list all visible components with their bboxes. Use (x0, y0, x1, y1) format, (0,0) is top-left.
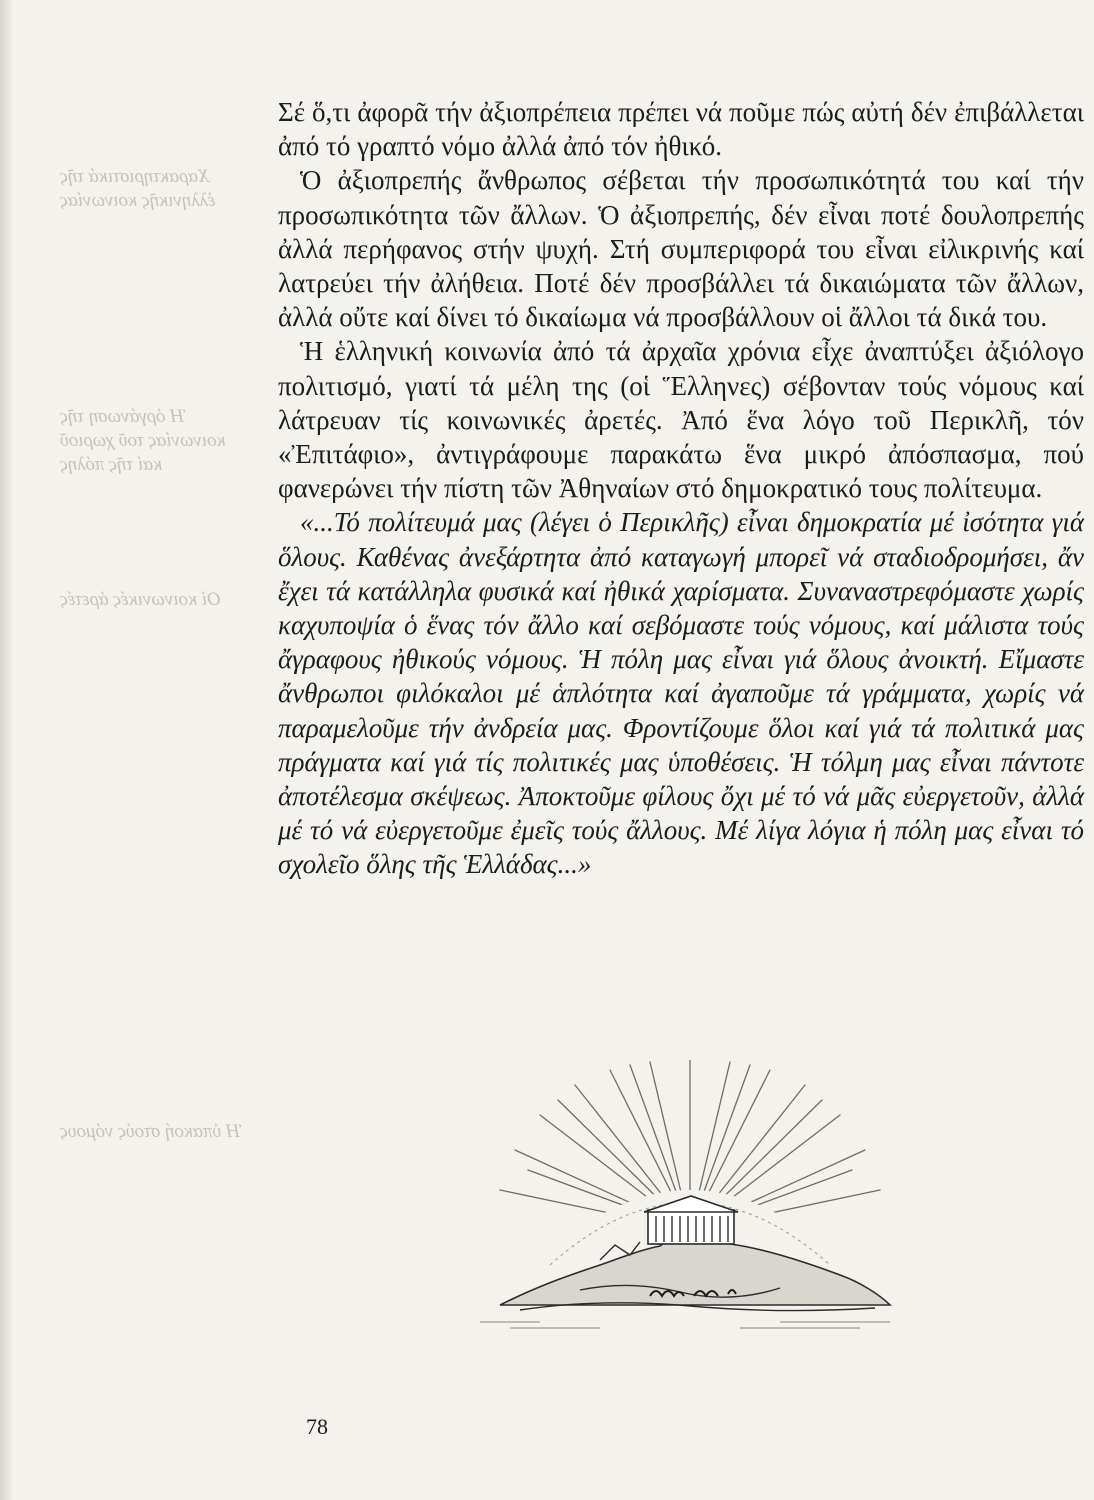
margin-note-bleedthrough: Ἡ ὑπακοή στούς νόμους (60, 1121, 242, 1142)
margin-note-bleedthrough: Ἡ ὀργάνωση τῆς κοινωνίας τοῦ χωριοῦ καί τῆς πόλης (60, 406, 226, 475)
page-number: 78 (306, 1414, 328, 1439)
margin-note-bleedthrough: Χαρακτηριστικά τῆς ἑλληνικῆς κοινωνίας (60, 166, 216, 211)
pericles-quote: «...Τό πολίτευμά μας (λέγει ὁ Περικλῆς) εἶναι δημοκρατία μέ ἰσότητα γιά ὅλους. Καθένας ἀνεξάρτητα ἀπό καταγωγή μπορεῖ νά σταδιοδρομήσει, ἄν ἔχει τά κατάλληλα φυσικά καί ἠθικά χαρίσματα. Συναναστρεφόμαστε χωρίς καχυποψία ὁ ἕνας τόν ἄλλο καί σεβόμαστε τούς νόμους, καί μάλιστα τούς ἄγραφους ἠθικούς νόμους. Ἡ πόλη μας εἶναι γιά ὅλους ἀνοικτή. Εἴμαστε ἄνθρωποι φιλόκαλοι μέ ἁπλότητα καί ἀγαποῦμε τά γράμματα, χωρίς νά παραμελοῦμε τήν ἀνδρεία μας. Φροντίζουμε ὅλοι καί γιά τά πολιτικά μας πράγματα καί γιά τίς πολιτικές μας ὑποθέσεις. Ἡ τόλμη μας εἶναι πάντοτε ἀποτέλεσμα σκέψεως. Ἀποκτοῦμε φίλους ὄχι μέ τό νά μᾶς εὐεργετοῦν, ἀλλά μέ τό νά εὐεργετοῦμε ἐμεῖς τούς ἄλλους. Μέ λίγα λόγια ἡ πόλη μας εἶναι τό σχολεῖο ὅλης τῆς Ἑλλάδας...» (278, 507, 1084, 880)
acropolis-sunrise-icon (480, 1060, 900, 1350)
body-text (278, 95, 1084, 882)
paragraph: Ὁ ἀξιοπρεπής ἄνθρωπος σέβεται τήν προσωπικότητά του καί τήν προσωπικότητα τῶν ἄλλων. Ὁ ἀξιοπρεπής, δέν εἶναι ποτέ δουλοπρεπής ἀλλά περήφανος στήν ψυχή. Στή συμπεριφορά του εἶναι εἰλικρινής καί λατρεύει τήν ἀλήθεια. Ποτέ δέν προσβάλλει τά δικαιώματα τῶν ἄλλων, ἀλλά οὔτε καί δίνει τό δικαίωμα νά προσβάλλουν οἱ ἄλλοι τά δικά του. (278, 165, 1084, 333)
paragraph: Σέ ὅ,τι ἀφορᾶ τήν ἀξιοπρέπεια πρέπει νά ποῦμε πώς αὐτή δέν ἐπιβάλλεται ἀπό τό γραπτό νόμο ἀλλά ἀπό τόν ἠθικό. (278, 97, 1084, 162)
paragraph: Ἡ ἑλληνική κοινωνία ἀπό τά ἀρχαῖα χρόνια εἶχε ἀναπτύξει ἀξιόλογο πολιτισμό, γιατί τά μέλη της (οἱ Ἕλληνες) σέβονταν τούς νόμους καί λάτρευαν τίς κοινωνικές ἀρετές. Ἀπό ἕνα λόγο τοῦ Περικλῆ, τόν «Ἐπιτάφιο», ἀντιγράφουμε παρακάτω ἕνα μικρό ἀπόσπασμα, πού φανερώνει τήν πίστη τῶν Ἀθηναίων στό δημοκρατικό τους πολίτευμα. (278, 336, 1084, 504)
margin-note-bleedthrough: Οἱ κοινωνικές ἀρετές (60, 589, 221, 610)
